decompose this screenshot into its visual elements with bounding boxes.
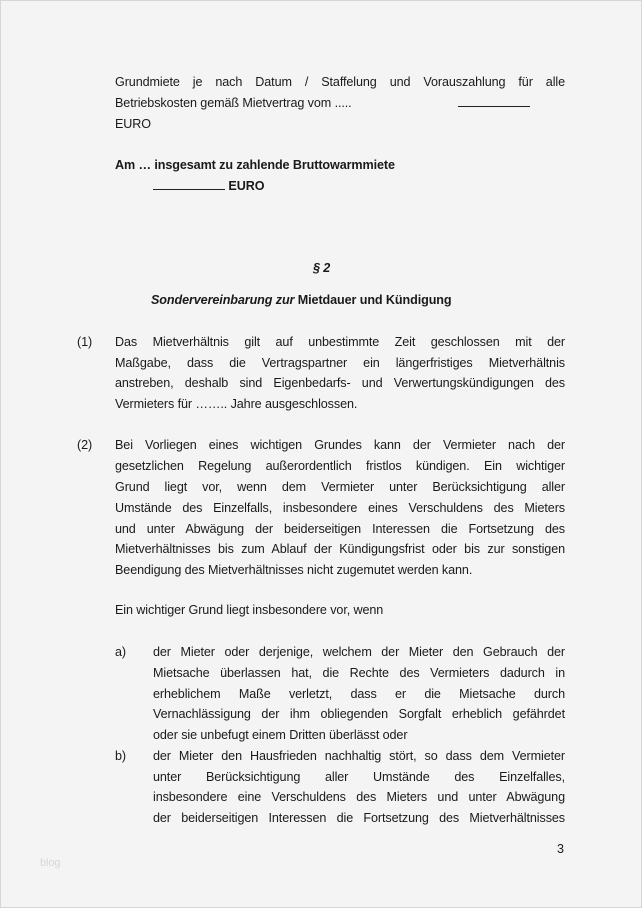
p2-intro: Ein wichtiger Grund liegt insbesondere vor, wenn <box>115 603 384 617</box>
amount-blank-line <box>153 178 225 190</box>
total-euro: EURO <box>228 179 265 193</box>
amount-blank-line <box>458 95 530 107</box>
p2-line: Umstände des Einzelfalls, insbesondere eines Verschuldens des Mieters <box>115 501 565 515</box>
item-a-line: oder sie unbefugt einem Dritten überlässt oder <box>153 728 408 742</box>
p2-line: Grund liegt vor, wenn dem Vermieter unter Berücksichtigung aller <box>115 480 565 494</box>
p1-line: Das Mietverhältnis gilt auf unbestimmte Zeit geschlossen mit der <box>115 335 565 349</box>
p1-line: Vermieters für …….. Jahre ausgeschlossen. <box>115 397 358 411</box>
p2-line: Mietverhältnisses bis zum Ablauf der Kündigungsfrist oder bis zur sonstigen <box>115 542 565 556</box>
p2-line: und unter Abwägung der beiderseitigen Interessen die Fortsetzung des <box>115 522 565 536</box>
item-a-line: der Mieter oder derjenige, welchem der Mieter den Gebrauch der <box>153 645 565 659</box>
section-title <box>151 292 451 308</box>
total-rent-amount <box>153 178 264 194</box>
p2-line: Beendigung des Mietverhältnisses nicht zugemutet werden kann. <box>115 563 473 577</box>
item-b-line: der Mieter den Hausfrieden nachhaltig stört, so dass dem Vermieter <box>153 749 565 763</box>
section-title-rest: Mietdauer und Kündigung <box>297 293 452 307</box>
section-number: § 2 <box>313 261 331 275</box>
p2-line: gesetzlichen Regelung außerordentlich fristlos kündigen. Ein wichtiger <box>115 459 565 473</box>
page-number: 3 <box>557 842 564 856</box>
p1-line: anstreben, deshalb sind Eigenbedarfs- und Verwertungskündigungen des <box>115 376 565 390</box>
rent-line-1: Grundmiete je nach Datum / Staffelung und Vorauszahlung für alle <box>115 75 565 89</box>
rent-line-2-text: Betriebskosten gemäß Mietvertrag vom ..... <box>115 96 352 110</box>
item-a-line: Vernachlässigung der ihm obliegenden Sorgfalt erheblich gefährdet <box>153 707 565 721</box>
item-label: b) <box>115 749 126 763</box>
rent-line-2 <box>115 95 565 111</box>
item-a-line: Mietsache überlassen hat, die Rechte des Vermieters dadurch in <box>153 666 565 680</box>
p1-line: Maßgabe, dass die Vertragspartner ein längerfristiges Mietverhältnis <box>115 356 565 370</box>
watermark: blog <box>40 857 61 869</box>
item-b-line: unter Berücksichtigung aller Umstände des Einzelfalles, <box>153 770 565 784</box>
item-label: a) <box>115 645 126 659</box>
item-a-line: erheblichem Maße verletzt, dass er die Mietsache durch <box>153 687 565 701</box>
total-rent-label: Am … insgesamt zu zahlende Bruttowarmmiete <box>115 158 395 172</box>
paragraph-number: (1) <box>77 335 93 349</box>
section-title-italic: Sondervereinbarung zur <box>151 293 295 307</box>
p2-line: Bei Vorliegen eines wichtigen Grundes kann der Vermieter nach der <box>115 438 565 452</box>
paragraph-number: (2) <box>77 438 93 452</box>
item-b-line: der beiderseitigen Interessen die Fortsetzung des Mietverhältnisses <box>153 811 565 825</box>
item-b-line: insbesondere eine Verschuldens des Mieters und unter Abwägung <box>153 790 565 804</box>
rent-euro: EURO <box>115 117 151 131</box>
